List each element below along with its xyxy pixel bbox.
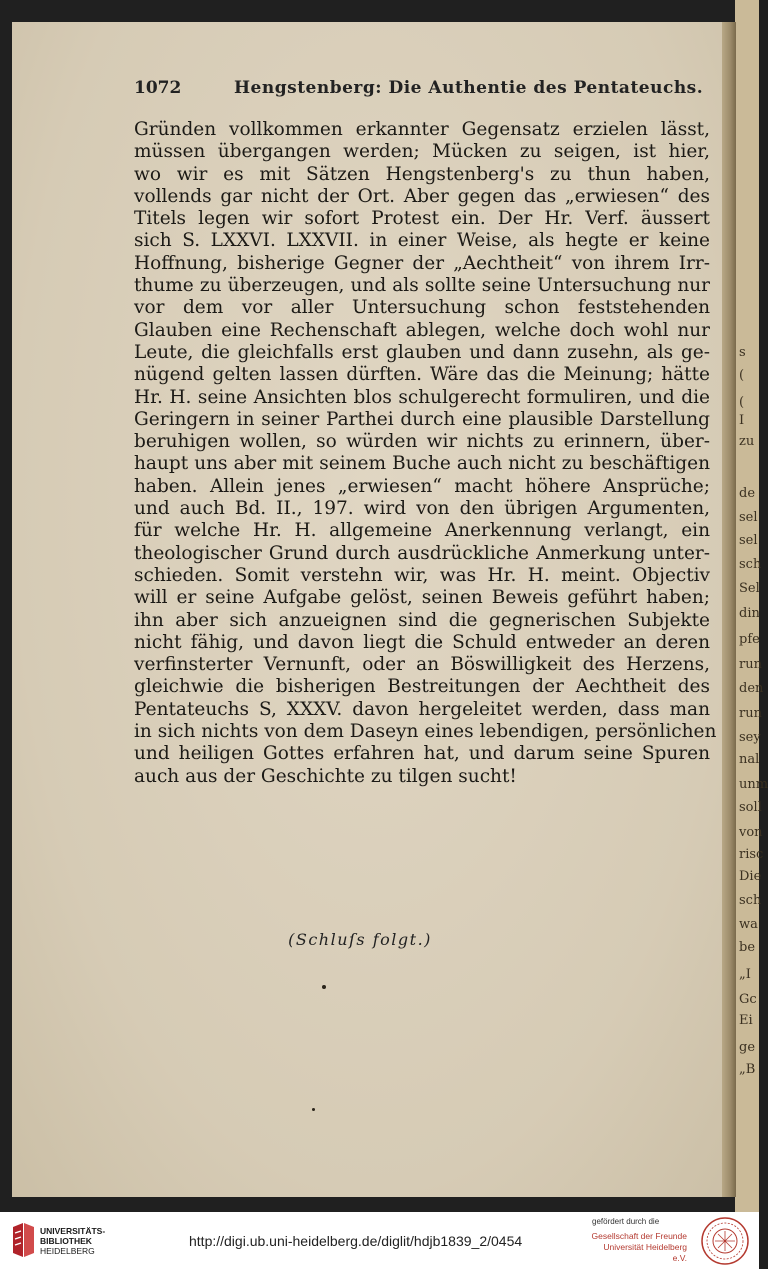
funded-by-label: gefördert durch die [592,1217,660,1226]
adjacent-page-fragment: „I [739,967,751,982]
ink-speck [322,985,326,989]
adjacent-page-fragment: Die [739,869,762,884]
adjacent-page-fragment: sch [739,557,762,572]
text-line: thume zu überzeugen, und als sollte seine Untersuchung nur [134,275,710,297]
adjacent-page-fragment: wa [739,917,758,932]
text-line: müssen übergangen werden; Mücken zu seigen, ist hier, [134,141,710,163]
text-line: und auch Bd. II., 197. wird von den übrigen Argumenten, [134,498,710,520]
adjacent-page-fragment: soll [739,800,762,815]
adjacent-page-fragment: Ei [739,1013,753,1028]
text-line: schieden. Somit verstehn wir, was Hr. H. meint. Objectiv [134,564,710,586]
adjacent-page-fragment: ( [739,395,745,410]
text-line: vor dem vor aller Untersuchung schon feststehenden [134,297,710,319]
university-library-logo-icon [10,1221,36,1259]
page-header [134,78,722,104]
sequel-note: (Schluſs folgt.) [288,930,432,949]
text-line: in sich nichts von dem Daseyn eines lebendigen, persönlichen [134,721,717,743]
text-line: Leute, die gleichfalls erst glauben und dann zusehn, als ge- [134,341,710,363]
adjacent-page-fragment: sey [739,730,761,745]
text-line: Glauben eine Rechenschaft ablegen, welche doch wohl nur [134,319,710,341]
text-line: Pentateuchs S, XXXV. davon hergeleitet werden, dass man [134,698,710,720]
adjacent-page-fragment: sel [739,533,758,548]
adjacent-page-fragment: „B [739,1062,756,1077]
text-line: verfinsterter Vernunft, oder an Böswilligkeit des Herzens, [134,654,710,676]
adjacent-page-fragment: sel [739,510,758,525]
text-line: Hr. H. seine Ansichten blos schulgerecht formuliren, und die [134,386,710,408]
running-title: Hengstenberg: Die Authentie des Pentateuchs. [234,78,704,98]
text-line: wo wir es mit Sätzen Hengstenberg's zu thun haben, [134,163,710,185]
text-line: vollends gar nicht der Ort. Aber gegen das „erwiesen“ des [134,185,710,207]
text-line: sich S. LXXVI. LXXVII. in einer Weise, als hegte er keine [134,230,710,252]
text-line: Geringern in seiner Parthei durch eine plausible Darstellung [134,408,710,430]
book-gutter [722,22,736,1197]
digitization-footer [0,1212,759,1269]
text-line: Gründen vollkommen erkannter Gegensatz erzielen lässt, [134,119,710,140]
adjacent-page-fragment: de [739,486,756,501]
text-line: gleichwie die bisherigen Bestreitungen der Aechtheit des [134,676,710,698]
adjacent-page-fragment: sch [739,893,762,908]
adjacent-page-fragment: din [739,606,760,621]
text-line: ihn aber sich anzueignen sind die gegnerischen Subjekte [134,609,710,631]
adjacent-page-fragment: risc [739,847,764,862]
text-line: haupt uns aber mit seinem Buche auch nicht zu beschäftigen [134,453,710,475]
page-number: 1072 [134,78,182,98]
adjacent-page-fragment: Gc [739,992,757,1007]
adjacent-page-fragment: nal [739,752,760,767]
library-name: UNIVERSITÄTS- BIBLIOTHEK HEIDELBERG [40,1226,106,1256]
text-line: Titels legen wir sofort Protest ein. Der Hr. Verf. äussert [134,208,710,230]
adjacent-page-fragment: von [739,825,763,840]
adjacent-page-fragment: s [739,345,746,360]
text-line: nicht fähig, und davon liegt die Schuld entweder an deren [134,631,710,653]
university-seal-icon [700,1216,750,1266]
text-line: nügend gelten lassen dürften. Wäre das die Meinung; hätte [134,364,710,386]
adjacent-page-fragment: be [739,940,756,955]
adjacent-page-fragment: den [739,681,764,696]
text-line: beruhigen wollen, so würden wir nichts zu erinnern, über- [134,431,710,453]
text-line: Hoffnung, bisherige Gegner der „Aechtheit“ von ihrem Irr- [134,252,710,274]
adjacent-page-fragment: unm [739,777,768,792]
text-line: will er seine Aufgabe gelöst, seinen Beweis geführt haben; [134,587,710,609]
adjacent-page-fragment: Sel [739,581,760,596]
adjacent-page-fragment: ge [739,1040,756,1055]
adjacent-page-fragment: I [739,413,745,428]
permalink-url[interactable]: http://digi.ub.uni-heidelberg.de/diglit/hdjb1839_2/0454 [189,1233,523,1249]
adjacent-page-fragment: run [739,706,762,721]
adjacent-page-fragment: run [739,657,762,672]
adjacent-page-fragment: zu [739,434,755,449]
text-line: und heiligen Gottes erfahren hat, und darum seine Spuren [134,743,710,765]
text-line: theologischer Grund durch ausdrückliche Anmerkung unter- [134,542,710,564]
funder-name: Gesellschaft der Freunde Universität Heidelberg e.V. [591,1231,687,1263]
text-line: für welche Hr. H. allgemeine Anerkennung verlangt, ein [134,520,710,542]
text-line: auch aus der Geschichte zu tilgen sucht! [134,765,517,787]
text-line: haben. Allein jenes „erwiesen“ macht höhere Ansprüche; [134,475,710,497]
adjacent-page-fragment: ( [739,368,745,383]
ink-speck [312,1108,315,1111]
adjacent-page-fragment: pfe [739,632,760,647]
body-text [134,119,717,788]
